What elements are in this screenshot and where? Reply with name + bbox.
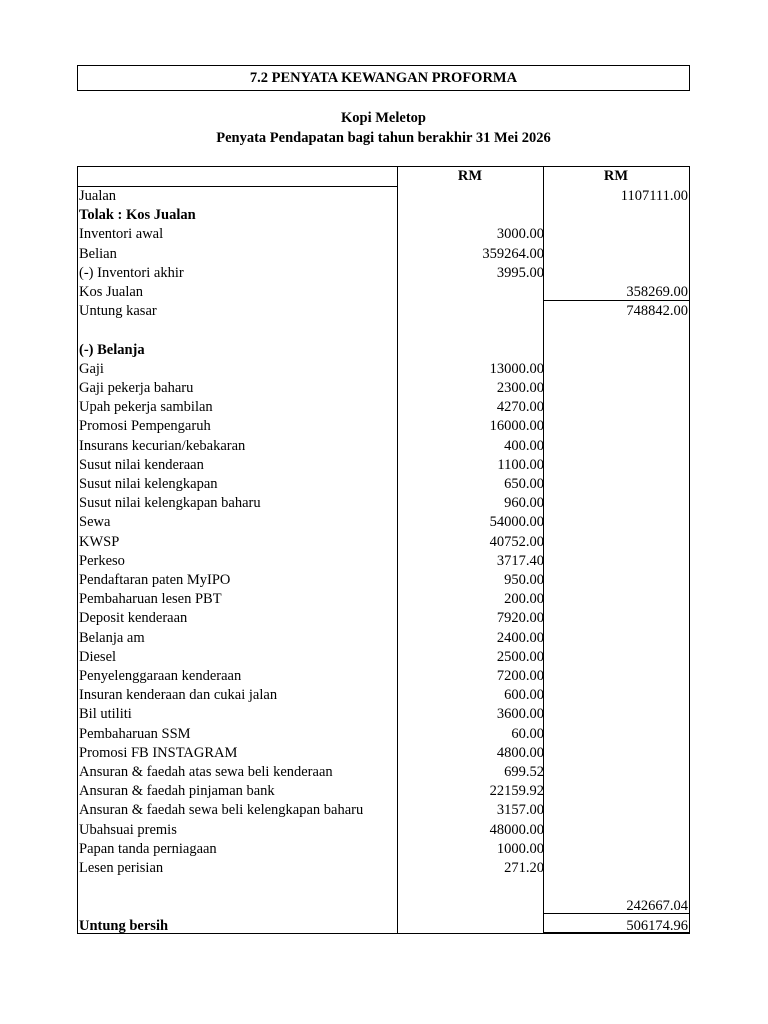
income-statement-table [77,166,690,934]
statement-row [78,360,689,379]
row-label: Promosi Pempengaruh [79,418,211,435]
row-label: Belanja am [79,629,145,646]
statement-row [78,437,689,456]
row-amount-col1: 2500.00 [496,648,544,665]
row-amount-col1: 4800.00 [496,744,544,761]
statement-row [78,245,689,264]
column-header-rm-1: RM [457,168,483,184]
section-title: 7.2 PENYATA KEWANGAN PROFORMA [77,65,690,91]
statement-row [78,705,689,724]
row-amount-col1: 960.00 [504,495,544,512]
statement-row [78,513,689,532]
row-label: Perkeso [79,552,125,569]
statement-row [78,782,689,801]
row-amount-col1: 3995.00 [496,264,544,281]
row-amount-col2: 1107111.00 [620,188,688,204]
row-amount-col1: 2400.00 [496,629,544,646]
total-rule [544,913,690,914]
row-amount-col1: 359264.00 [482,245,544,262]
row-label: KWSP [79,533,120,550]
row-label: (-) Belanja [79,341,145,358]
company-name: Kopi Meletop [341,110,426,126]
row-amount-col1: 1000.00 [496,840,544,857]
column-header-rm-2: RM [603,168,629,184]
row-label: Pendaftaran paten MyIPO [79,572,231,588]
row-amount-col1: 22159.92 [489,783,544,800]
row-label: Jualan [79,188,117,204]
statement-row [78,552,689,571]
row-amount-col1: 3717.40 [496,552,544,569]
statement-row [78,878,689,897]
row-amount-col1: 7920.00 [496,610,544,627]
statement-row [78,725,689,744]
statement-row [78,571,689,590]
row-amount-col1: 3000.00 [496,226,544,243]
row-label: Deposit kenderaan [79,610,188,627]
statement-row [78,225,689,244]
row-amount-col1: 7200.00 [496,668,544,684]
row-label: Tolak : Kos Jualan [79,207,196,224]
row-amount-col1: 40752.00 [489,533,544,550]
statement-row [78,821,689,840]
row-label: Untung bersih [79,917,169,934]
statement-row [78,475,689,494]
statement-row [78,744,689,763]
row-amount-col1: 400.00 [504,437,544,454]
row-label: Penyelenggaraan kenderaan [79,668,242,684]
row-amount-col2: 358269.00 [626,284,688,300]
row-label: Insurans kecurian/kebakaran [79,437,246,454]
row-amount-col1: 13000.00 [489,360,544,377]
row-label: Untung kasar [79,303,157,320]
row-label: Sewa [79,514,111,531]
statement-row [78,456,689,475]
row-amount-col1: 1100.00 [497,456,544,473]
statement-row [78,667,689,686]
row-amount-col1: 60.00 [511,725,544,742]
row-label: Papan tanda perniagaan [79,840,217,857]
row-amount-col1: 48000.00 [489,821,544,838]
statement-row [78,686,689,705]
row-amount-col1: 2300.00 [496,380,544,396]
row-label: Gaji [79,360,104,377]
statement-row [78,398,689,417]
row-label: Kos Jualan [79,284,144,300]
row-label: Gaji pekerja baharu [79,380,194,396]
statement-row [78,629,689,648]
row-amount-col1: 4270.00 [496,399,544,416]
row-amount-col2: 242667.04 [626,898,688,915]
statement-row [78,264,689,283]
statement-row [78,533,689,552]
statement-title: Penyata Pendapatan bagi tahun berakhir 31 Mei 2026 [216,130,551,146]
statement-row [78,590,689,609]
statement-row [78,206,689,225]
statement-row [78,609,689,628]
row-amount-col1: 200.00 [504,591,544,608]
row-label: Ansuran & faedah sewa beli kelengkapan baharu [79,802,364,819]
row-label: Bil utiliti [79,706,132,723]
statement-row [78,859,689,878]
row-amount-col2: 506174.96 [626,917,688,934]
row-label: Insuran kenderaan dan cukai jalan [79,687,278,704]
row-amount-col1: 650.00 [504,476,544,492]
row-label: Pembaharuan lesen PBT [79,591,222,608]
row-amount-col1: 600.00 [504,687,544,704]
statement-row [78,801,689,820]
row-amount-col1: 699.52 [504,764,544,780]
row-label: (-) Inventori akhir [79,264,184,281]
statement-row [78,302,689,321]
total-double-rule [544,932,690,933]
row-label: Susut nilai kelengkapan [79,476,218,492]
row-label: Ansuran & faedah pinjaman bank [79,783,275,800]
row-amount-col1: 54000.00 [489,514,544,531]
statement-row [78,341,689,360]
row-amount-col1: 950.00 [504,572,544,588]
statement-row [78,763,689,782]
row-amount-col1: 271.20 [504,860,544,876]
row-amount-col1: 3157.00 [496,802,544,819]
row-label: Diesel [79,648,117,665]
row-label: Susut nilai kenderaan [79,456,204,473]
row-label: Ubahsuai premis [79,821,177,838]
row-amount-col2: 748842.00 [626,303,688,320]
subtotal-rule [544,300,690,301]
statement-row [78,321,689,340]
row-amount-col1: 16000.00 [489,418,544,435]
statement-row [78,648,689,667]
row-label: Inventori awal [79,226,164,243]
row-label: Ansuran & faedah atas sewa beli kenderaan [79,764,333,780]
row-label: Pembaharuan SSM [79,725,191,742]
statement-row [78,494,689,513]
row-label: Promosi FB INSTAGRAM [79,744,238,761]
statement-row [78,379,689,398]
row-label: Susut nilai kelengkapan baharu [79,495,261,512]
statement-row [78,840,689,859]
row-label: Upah pekerja sambilan [79,399,213,416]
statement-row [78,417,689,436]
statement-row [78,187,689,206]
row-label: Belian [79,245,117,262]
row-amount-col1: 3600.00 [496,706,544,723]
row-label: Lesen perisian [79,860,164,876]
